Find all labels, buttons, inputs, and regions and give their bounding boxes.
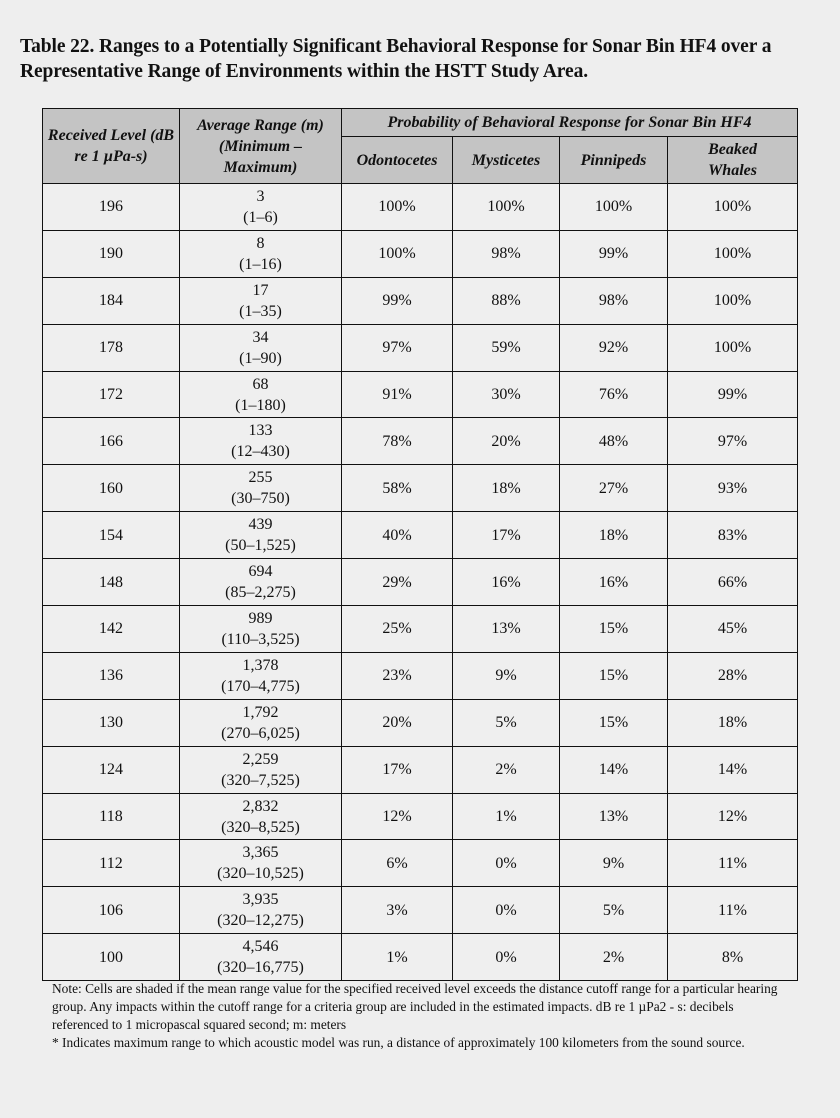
average-range-value: 133 — [248, 422, 273, 440]
cell-beaked-whales: 12% — [668, 793, 798, 840]
cell-mysticetes: 59% — [453, 324, 560, 371]
cell-odontocetes: 99% — [342, 277, 453, 324]
table-note — [52, 980, 792, 1052]
average-range-value: 4,546 — [242, 938, 279, 956]
range-min-max: (320–8,525) — [221, 818, 300, 836]
note-asterisk: * Indicates maximum range to which acoustic model was run, a distance of approximately 100 kilometers from the sound source. — [52, 1035, 745, 1050]
cell-beaked-whales: 18% — [668, 699, 798, 746]
cell-mysticetes: 9% — [453, 652, 560, 699]
cell-mysticetes: 17% — [453, 512, 560, 559]
average-range-value: 3 — [256, 187, 265, 205]
cell-mysticetes: 20% — [453, 418, 560, 465]
cell-received-level: 148 — [43, 559, 180, 606]
cell-average-range — [180, 840, 342, 887]
cell-mysticetes: 88% — [453, 277, 560, 324]
cell-pinnipeds: 76% — [560, 371, 668, 418]
average-range-value: 255 — [248, 469, 273, 487]
cell-pinnipeds: 13% — [560, 793, 668, 840]
range-min-max: (1–180) — [235, 396, 286, 414]
cell-average-range — [180, 465, 342, 512]
cell-mysticetes: 5% — [453, 699, 560, 746]
average-range-value: 1,378 — [242, 656, 279, 674]
header-pinnipeds: Pinnipeds — [560, 137, 668, 184]
header-mysticetes: Mysticetes — [453, 137, 560, 184]
average-range-value: 8 — [256, 234, 265, 252]
cell-received-level: 130 — [43, 699, 180, 746]
table-row — [43, 887, 798, 934]
cell-average-range — [180, 934, 342, 981]
average-range-value: 34 — [252, 328, 269, 346]
cell-average-range — [180, 512, 342, 559]
cell-pinnipeds: 15% — [560, 606, 668, 653]
cell-beaked-whales: 66% — [668, 559, 798, 606]
cell-pinnipeds: 15% — [560, 699, 668, 746]
average-range-value: 1,792 — [242, 703, 279, 721]
table-row — [43, 184, 798, 231]
cell-received-level: 100 — [43, 934, 180, 981]
range-min-max: (270–6,025) — [221, 724, 300, 742]
cell-received-level: 190 — [43, 230, 180, 277]
range-min-max: (320–12,275) — [217, 912, 304, 930]
cell-pinnipeds: 27% — [560, 465, 668, 512]
cell-average-range — [180, 324, 342, 371]
cell-odontocetes: 78% — [342, 418, 453, 465]
table-row — [43, 746, 798, 793]
cell-mysticetes: 1% — [453, 793, 560, 840]
cell-received-level: 106 — [43, 887, 180, 934]
cell-beaked-whales: 93% — [668, 465, 798, 512]
header-average-range: Average Range (m) (Minimum – Maximum) — [180, 109, 342, 184]
cell-received-level: 184 — [43, 277, 180, 324]
cell-received-level: 172 — [43, 371, 180, 418]
table-row — [43, 324, 798, 371]
header-probability: Probability of Behavioral Response for Sonar Bin HF4 — [342, 109, 798, 137]
cell-received-level: 196 — [43, 184, 180, 231]
range-min-max: (12–430) — [231, 443, 290, 461]
cell-beaked-whales: 83% — [668, 512, 798, 559]
header-beaked-whales: Beaked Whales — [668, 137, 798, 184]
cell-average-range — [180, 606, 342, 653]
average-range-value: 2,259 — [242, 750, 279, 768]
range-min-max: (1–35) — [239, 302, 282, 320]
cell-beaked-whales: 11% — [668, 887, 798, 934]
range-min-max: (320–10,525) — [217, 865, 304, 883]
cell-beaked-whales: 45% — [668, 606, 798, 653]
range-min-max: (85–2,275) — [225, 584, 296, 602]
cell-odontocetes: 97% — [342, 324, 453, 371]
cell-beaked-whales: 100% — [668, 277, 798, 324]
table-row — [43, 277, 798, 324]
cell-pinnipeds: 99% — [560, 230, 668, 277]
cell-average-range — [180, 184, 342, 231]
cell-odontocetes: 6% — [342, 840, 453, 887]
table-row — [43, 418, 798, 465]
average-range-value: 17 — [252, 281, 269, 299]
header-received-level: Received Level (dB re 1 µPa-s) — [43, 109, 180, 184]
cell-odontocetes: 91% — [342, 371, 453, 418]
cell-mysticetes: 0% — [453, 887, 560, 934]
table-row — [43, 934, 798, 981]
range-min-max: (110–3,525) — [221, 630, 300, 648]
table-row — [43, 793, 798, 840]
cell-odontocetes: 12% — [342, 793, 453, 840]
cell-beaked-whales: 14% — [668, 746, 798, 793]
table-title: Table 22. Ranges to a Potentially Significant Behavioral Response for Sonar Bin HF4 over a Representative Range of Environments within the HSTT Study Area. — [20, 36, 772, 82]
cell-odontocetes: 3% — [342, 887, 453, 934]
cell-beaked-whales: 28% — [668, 652, 798, 699]
table-row — [43, 606, 798, 653]
average-range-value: 989 — [248, 609, 273, 627]
cell-odontocetes: 100% — [342, 230, 453, 277]
cell-odontocetes: 1% — [342, 934, 453, 981]
cell-average-range — [180, 371, 342, 418]
range-min-max: (1–90) — [239, 349, 282, 367]
cell-pinnipeds: 92% — [560, 324, 668, 371]
average-range-value: 694 — [248, 563, 273, 581]
cell-beaked-whales: 8% — [668, 934, 798, 981]
cell-beaked-whales: 11% — [668, 840, 798, 887]
cell-mysticetes: 0% — [453, 934, 560, 981]
average-range-value: 3,365 — [242, 844, 279, 862]
cell-pinnipeds: 9% — [560, 840, 668, 887]
table-row — [43, 699, 798, 746]
cell-beaked-whales: 97% — [668, 418, 798, 465]
cell-odontocetes: 29% — [342, 559, 453, 606]
cell-average-range — [180, 652, 342, 699]
table-row — [43, 465, 798, 512]
cell-mysticetes: 100% — [453, 184, 560, 231]
cell-pinnipeds: 98% — [560, 277, 668, 324]
cell-odontocetes: 58% — [342, 465, 453, 512]
cell-average-range — [180, 793, 342, 840]
cell-beaked-whales: 100% — [668, 230, 798, 277]
table-row — [43, 371, 798, 418]
cell-received-level: 178 — [43, 324, 180, 371]
cell-received-level: 118 — [43, 793, 180, 840]
cell-pinnipeds: 14% — [560, 746, 668, 793]
cell-pinnipeds: 16% — [560, 559, 668, 606]
range-min-max: (50–1,525) — [225, 537, 296, 555]
range-min-max: (30–750) — [231, 490, 290, 508]
cell-received-level: 142 — [43, 606, 180, 653]
cell-mysticetes: 13% — [453, 606, 560, 653]
cell-pinnipeds: 100% — [560, 184, 668, 231]
cell-pinnipeds: 2% — [560, 934, 668, 981]
header-odontocetes: Odontocetes — [342, 137, 453, 184]
average-range-value: 3,935 — [242, 891, 279, 909]
cell-beaked-whales: 100% — [668, 184, 798, 231]
cell-received-level: 136 — [43, 652, 180, 699]
table-row — [43, 559, 798, 606]
cell-received-level: 154 — [43, 512, 180, 559]
cell-received-level: 160 — [43, 465, 180, 512]
cell-average-range — [180, 746, 342, 793]
cell-mysticetes: 30% — [453, 371, 560, 418]
cell-average-range — [180, 418, 342, 465]
table-row — [43, 840, 798, 887]
note-text: Note: Cells are shaded if the mean range value for the specified received level exceeds the distance cutoff range for a particular hearing group. Any impacts within the cutoff range for a criteria group are included in the estimated impacts. dB re 1 µPa2 - s: decibels referenced to 1 micropascal squared second; m: meters — [52, 981, 778, 1032]
cell-beaked-whales: 100% — [668, 324, 798, 371]
table-row — [43, 652, 798, 699]
cell-average-range — [180, 277, 342, 324]
range-min-max: (320–7,525) — [221, 771, 300, 789]
cell-pinnipeds: 15% — [560, 652, 668, 699]
cell-odontocetes: 20% — [342, 699, 453, 746]
average-range-value: 439 — [248, 516, 273, 534]
cell-received-level: 112 — [43, 840, 180, 887]
range-min-max: (1–6) — [243, 208, 278, 226]
range-min-max: (320–16,775) — [217, 959, 304, 977]
cell-mysticetes: 0% — [453, 840, 560, 887]
cell-mysticetes: 18% — [453, 465, 560, 512]
cell-pinnipeds: 18% — [560, 512, 668, 559]
table-body — [43, 184, 798, 981]
cell-pinnipeds: 48% — [560, 418, 668, 465]
cell-beaked-whales: 99% — [668, 371, 798, 418]
table-row — [43, 230, 798, 277]
cell-odontocetes: 23% — [342, 652, 453, 699]
range-min-max: (1–16) — [239, 255, 282, 273]
cell-odontocetes: 40% — [342, 512, 453, 559]
range-min-max: (170–4,775) — [221, 677, 300, 695]
cell-pinnipeds: 5% — [560, 887, 668, 934]
cell-average-range — [180, 559, 342, 606]
cell-mysticetes: 98% — [453, 230, 560, 277]
cell-average-range — [180, 887, 342, 934]
behavioral-response-table — [42, 108, 798, 981]
average-range-value: 68 — [252, 375, 269, 393]
table-row — [43, 512, 798, 559]
cell-average-range — [180, 230, 342, 277]
cell-received-level: 166 — [43, 418, 180, 465]
cell-odontocetes: 100% — [342, 184, 453, 231]
cell-mysticetes: 16% — [453, 559, 560, 606]
cell-mysticetes: 2% — [453, 746, 560, 793]
average-range-value: 2,832 — [242, 797, 279, 815]
cell-odontocetes: 25% — [342, 606, 453, 653]
cell-odontocetes: 17% — [342, 746, 453, 793]
cell-average-range — [180, 699, 342, 746]
cell-received-level: 124 — [43, 746, 180, 793]
